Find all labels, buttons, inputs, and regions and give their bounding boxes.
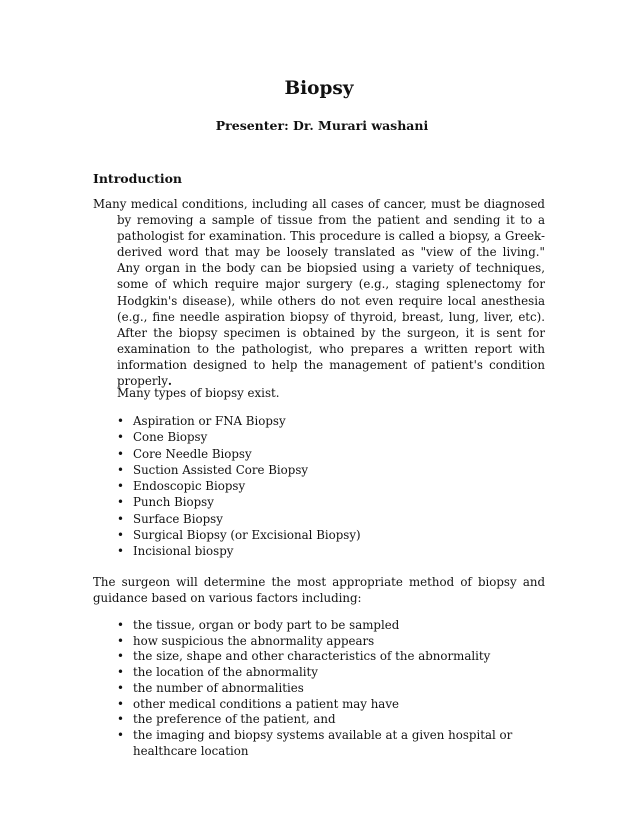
biopsy-type-item (117, 494, 537, 510)
factor-item (117, 681, 545, 697)
factor-item-text: how suspicious the abnormality appears (133, 633, 375, 648)
document-title: Biopsy (284, 78, 354, 99)
intro-end-mark: . (167, 374, 173, 389)
factor-item-text: other medical conditions a patient may have (133, 696, 399, 711)
factor-item-text: the location of the abnormality (133, 665, 318, 680)
factor-item (117, 697, 545, 713)
factor-item (117, 728, 545, 759)
biopsy-type-item-text: Punch Biopsy (133, 495, 214, 510)
factors-list (117, 618, 545, 759)
biopsy-type-item (117, 478, 537, 494)
biopsy-type-item-text: Core Needle Biopsy (133, 446, 252, 461)
biopsy-type-item (117, 511, 537, 527)
bullet-icon: • (117, 665, 124, 680)
presenter-line: Presenter: Dr. Murari washani (215, 118, 429, 133)
biopsy-type-item-text: Surgical Biopsy (or Excisional Biopsy) (133, 527, 361, 542)
factor-item-text: the size, shape and other characteristics of the abnormality (133, 649, 491, 664)
biopsy-type-item-text: Suction Assisted Core Biopsy (133, 462, 309, 477)
factor-item (117, 634, 545, 650)
bullet-icon: • (117, 544, 124, 558)
bullet-icon: • (117, 727, 124, 742)
biopsy-type-item (117, 462, 537, 478)
biopsy-type-item (117, 413, 537, 429)
bullet-icon: • (117, 618, 124, 632)
intro-text: Many medical conditions, including all cases of cancer, must be diagnosed by removing a sample of tissue from the patient and sending it to a pathologist for examination. This procedure is called a biopsy, a Greek-derived word that may be loosely translated as "view of the living." Any organ in the body can be biopsied using a variety of techniques, some of which require major surgery (e.g., staging splenectomy for Hodgkin's disease), while others do not even require local anesthesia (e.g., fine needle aspiration biopsy of thyroid, breast, lung, liver, etc). After the biopsy specimen is obtained by the surgeon, it is sent for examination to the pathologist, who prepares a written report with information designed to help the management of patient's condition properly (93, 197, 545, 389)
biopsy-type-item-text: Incisional biospy (133, 544, 234, 558)
factor-item-text: the tissue, organ or body part to be sampled (133, 618, 400, 632)
biopsy-type-item (117, 527, 537, 543)
bullet-icon: • (117, 712, 124, 727)
biopsy-type-item-text: Aspiration or FNA Biopsy (133, 414, 286, 428)
biopsy-type-item (117, 429, 537, 445)
factor-item-text: the imaging and biopsy systems available at a given hospital or healthcare location (133, 727, 513, 758)
bullet-icon: • (117, 511, 124, 526)
intro-paragraph (93, 196, 545, 389)
bullet-icon: • (117, 680, 124, 695)
biopsy-types-list (117, 413, 537, 559)
factor-item-text: the number of abnormalities (133, 680, 304, 695)
bullet-icon: • (117, 479, 124, 493)
bullet-icon: • (117, 446, 124, 461)
factors-intro: The surgeon will determine the most appropriate method of biopsy and guidance based on various factors including: (93, 575, 545, 606)
bullet-icon: • (117, 527, 124, 542)
biopsy-type-item-text: Surface Biopsy (133, 511, 223, 526)
bullet-icon: • (117, 414, 124, 428)
bullet-icon: • (117, 495, 124, 510)
factor-item-text: the preference of the patient, and (133, 712, 336, 727)
biopsy-type-item-text: Cone Biopsy (133, 430, 208, 445)
bullet-icon: • (117, 696, 124, 711)
factor-item (117, 618, 545, 634)
section-heading: Introduction (93, 171, 183, 186)
bullet-icon: • (117, 430, 124, 445)
bullet-icon: • (117, 649, 124, 664)
bullet-icon: • (117, 633, 124, 648)
factor-item (117, 712, 545, 728)
biopsy-type-item (117, 446, 537, 462)
factor-item (117, 649, 545, 665)
biopsy-type-item-text: Endoscopic Biopsy (133, 479, 246, 493)
factor-item (117, 665, 545, 681)
types-intro: Many types of biopsy exist. (117, 386, 280, 400)
biopsy-type-item (117, 543, 537, 559)
bullet-icon: • (117, 462, 124, 477)
